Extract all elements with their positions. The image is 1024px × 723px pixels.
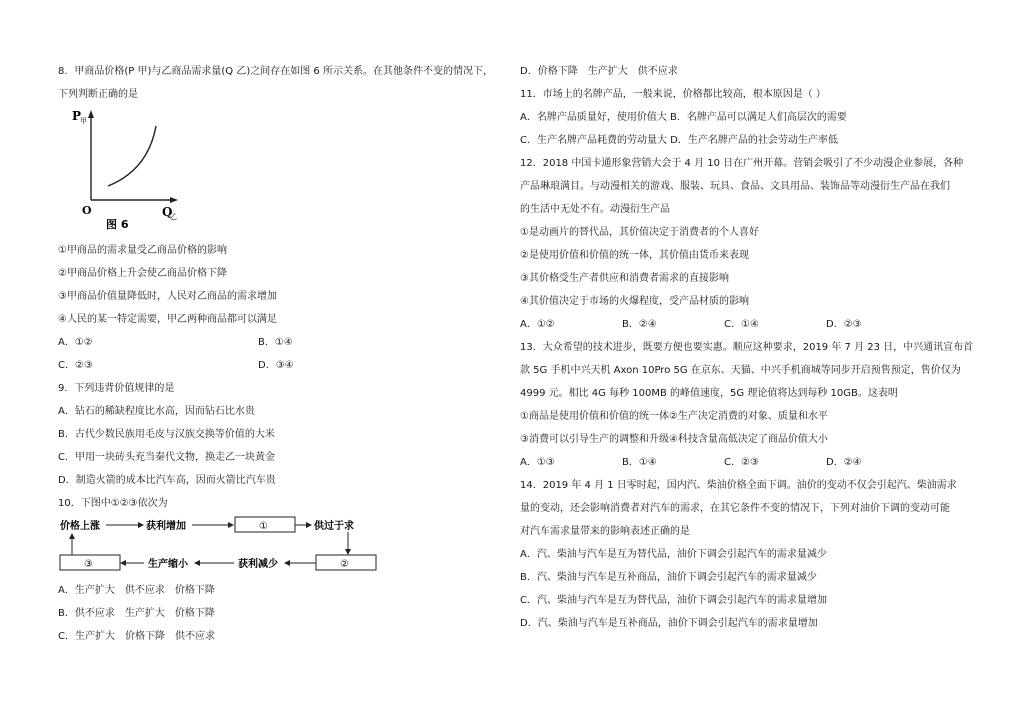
figure-6-graph [58, 108, 498, 235]
y-axis-label: P [72, 109, 82, 123]
q11-options-ab: A．名牌产品质量好，使用价值大 B．名牌产品可以满足人们高层次的需要 [520, 112, 847, 123]
q8-option-d: D．③④ [258, 360, 294, 371]
q9-option-b: B．古代少数民族用毛皮与汉族交换等价值的大米 [58, 429, 275, 440]
figure-6-svg [58, 108, 178, 235]
flow-arrowhead-3 [306, 522, 312, 528]
q14-stem-line3: 对汽车需求量带来的影响表述正确的是 [520, 526, 690, 537]
y-axis-arrow [88, 110, 94, 118]
q11-stem: 11．市场上的名牌产品，一般来说，价格都比较高，根本原因是（ ） [520, 89, 826, 100]
x-axis-arrow [170, 197, 178, 203]
q9-stem: 9．下列违背价值规律的是 [58, 383, 175, 394]
q10-flow-diagram [58, 515, 498, 575]
figure-caption: 图 6 [106, 218, 129, 231]
q12-stem-line1: 12．2018 中国卡通形象营销大会于 4 月 10 日在广州开幕。营销会吸引了不少动漫企业参展，各种 [520, 158, 964, 169]
q14-option-c: C．汽、柴油与汽车是互为替代品，油价下调会引起汽车的需求量增加 [520, 595, 827, 606]
q13-statements-34: ③消费可以引导生产的调整和升级④科技含量高低决定了商品价值大小 [520, 434, 828, 445]
q8-option-c: C．②③ [58, 360, 93, 371]
q12-statement-1: ①是动画片的替代品，其价值决定于消费者的个人喜好 [520, 227, 759, 238]
q13-stem-line2: 款 5G 手机中兴天机 Axon 10Pro 5G 在京东、天猫、中兴手机商城等同步开启预售预定，售价仅为 [520, 365, 961, 376]
q12-options [520, 313, 980, 336]
demand-curve [108, 126, 156, 186]
q13-option-c: C．②③ [724, 457, 759, 468]
q14-stem-line1: 14．2019 年 4 月 1 日零时起，国内汽、柴油价格全面下调。油价的变动不仅会引起汽、柴油需求 [520, 480, 957, 491]
q8-statement-2: ②甲商品价格上升会使乙商品价格下降 [58, 268, 227, 279]
q13-stem-line3: 4999 元。相比 4G 每秒 100MB 的峰值速度，5G 理论值将达到每秒 10GB。这表明 [520, 388, 898, 399]
q11-options-cd: C．生产名牌产品耗费的劳动量大 D．生产名牌产品的社会劳动生产率低 [520, 135, 838, 146]
q9-option-d: D．制造火箭的成本比汽车高，因而火箭比汽车贵 [58, 475, 276, 486]
x-axis-label: Q [162, 205, 173, 219]
q8-stem-line2: 下列判断正确的是 [58, 89, 138, 100]
q12-stem-line2: 产品琳琅满目。与动漫相关的游戏、服装、玩具、食品、文具用品、装饰品等动漫衍生产品在我们 [520, 181, 950, 192]
flow-supply-exceeds: 供过于求 [314, 521, 354, 532]
flow-arrowhead-4 [345, 549, 351, 555]
q13-option-a: A．①③ [520, 457, 555, 468]
q8-option-a: A．①② [58, 337, 93, 348]
q13-statements-12: ①商品是使用价值和价值的统一体②生产决定消费的对象、质量和水平 [520, 411, 828, 422]
q14-stem-line2: 量的变动，还会影响消费者对汽车的需求，在其它条件不变的情况下，下列对油价下调的变动可能 [520, 503, 950, 514]
q14-option-d: D．汽、柴油与汽车是互补商品，油价下调会引起汽车的需求量增加 [520, 618, 818, 629]
q8-statement-3: ③甲商品价值量降低时，人民对乙商品的需求增加 [58, 291, 277, 302]
q8-statement-1: ①甲商品的需求量受乙商品价格的影响 [58, 245, 227, 256]
y-axis-sub: 甲 [80, 117, 87, 125]
x-axis-sub: 乙 [170, 213, 177, 221]
flow-arrowhead-1 [138, 522, 144, 528]
flow-profit-down: 获利减少 [238, 559, 278, 570]
q8-statement-4: ④人民的某一特定需要，甲乙两种商品都可以满足 [58, 314, 277, 325]
q13-options [520, 451, 980, 474]
left-column [58, 60, 498, 648]
q12-option-b: B．②④ [622, 319, 657, 330]
q9-option-a: A．钻石的稀缺程度比水高，因而钻石比水贵 [58, 406, 255, 417]
q12-option-c: C．①④ [724, 319, 759, 330]
origin-label: O [82, 204, 92, 217]
flow-arrowhead-7 [120, 560, 126, 566]
flow-profit-up: 获利增加 [146, 521, 186, 532]
q9-option-c: C．甲用一块砖头充当秦代文物，换走乙一块黄金 [58, 452, 275, 463]
flow-box-1-label: ① [259, 521, 268, 532]
q8-stem-line1: 8．甲商品价格(P 甲)与乙商品需求量(Q 乙)之间存在如图 6 所示关系。在其他条件不变的情况下， [58, 66, 493, 77]
flow-production-shrink: 生产缩小 [148, 559, 188, 570]
q13-option-b: B．①④ [622, 457, 657, 468]
q10-option-d: D．价格下降 生产扩大 供不应求 [520, 66, 678, 77]
flow-arrowhead-5 [284, 560, 290, 566]
q14-option-a: A．汽、柴油与汽车是互为替代品，油价下调会引起汽车的需求量减少 [520, 549, 827, 560]
q12-stem-line3: 的生活中无处不有。动漫衍生产品 [520, 204, 670, 215]
q8-options-row2 [58, 354, 498, 377]
q10-option-a: A．生产扩大 供不应求 价格下降 [58, 585, 215, 596]
q10-stem: 10．下图中①②③依次为 [58, 498, 168, 509]
q12-statement-3: ③其价格受生产者供应和消费者需求的直接影响 [520, 273, 729, 284]
q12-option-a: A．①② [520, 319, 555, 330]
q13-option-d: D．②④ [826, 457, 862, 468]
q13-stem-line1: 13．大众希望的技术进步，既要方便也要实惠。顺应这种要求，2019 年 7 月 23 日，中兴通讯宣布首 [520, 342, 974, 353]
flow-price-up: 价格上涨 [60, 521, 100, 532]
right-column [520, 60, 980, 635]
flow-box-2-label: ② [340, 559, 349, 570]
flow-arrowhead-2 [228, 522, 234, 528]
q12-statement-2: ②是使用价值和价值的统一体，其价值由货币来表现 [520, 250, 749, 261]
q12-option-d: D．②③ [826, 319, 862, 330]
flow-box-3-label: ③ [84, 559, 93, 570]
q10-flow-svg [58, 515, 378, 575]
q12-statement-4: ④其价值决定于市场的火爆程度，受产品材质的影响 [520, 296, 749, 307]
q8-option-b: B．①④ [258, 337, 293, 348]
q14-option-b: B．汽、柴油与汽车是互补商品，油价下调会引起汽车的需求量减少 [520, 572, 817, 583]
q10-option-c: C．生产扩大 价格下降 供不应求 [58, 631, 215, 642]
flow-arrowhead-6 [194, 560, 200, 566]
flow-arrowhead-8 [69, 533, 75, 539]
q8-options-row1 [58, 331, 498, 354]
q10-option-b: B．供不应求 生产扩大 价格下降 [58, 608, 215, 619]
